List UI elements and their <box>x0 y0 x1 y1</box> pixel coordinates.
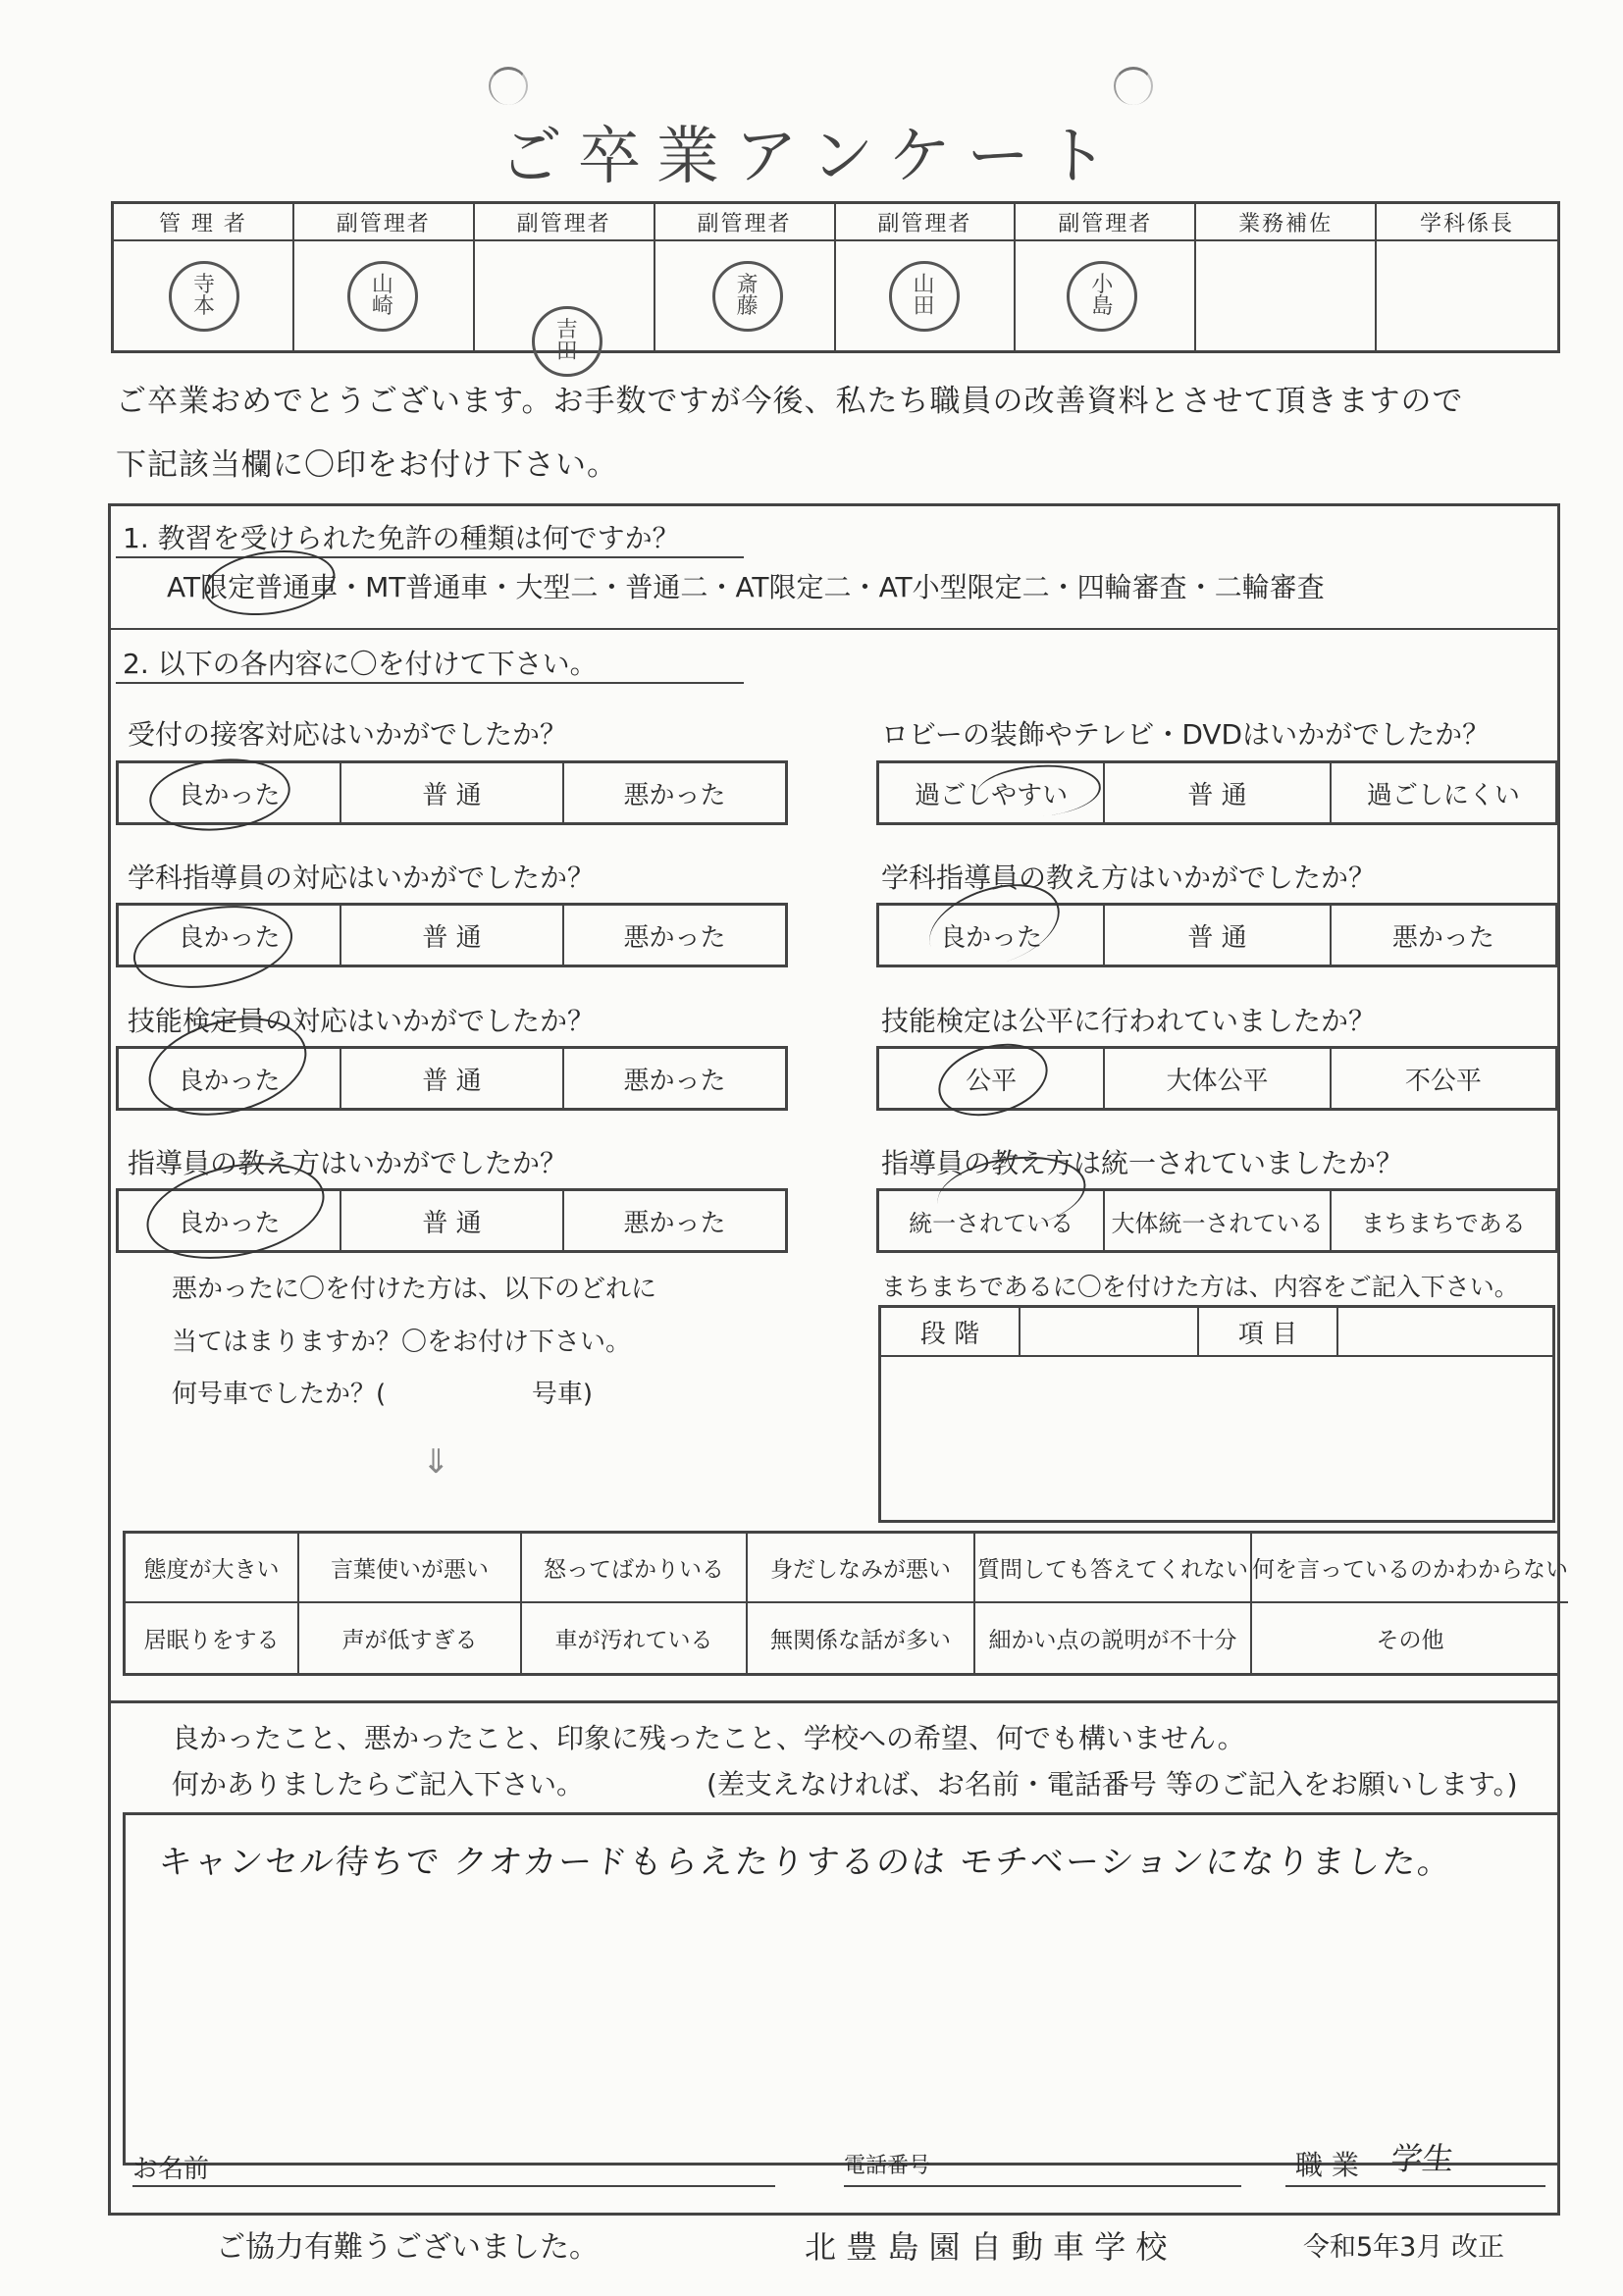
question-academic-response: 学科指導員の対応はいかがでしたか？ <box>128 861 596 894</box>
license-option[interactable]: 二輪審査 <box>1214 571 1325 603</box>
option-bad[interactable]: 悪かった <box>1391 922 1494 953</box>
approval-cell <box>836 241 1017 350</box>
stage-input[interactable] <box>1021 1308 1199 1355</box>
reason-option[interactable]: 居眠りをする <box>126 1603 299 1673</box>
section-1-heading: 1. 教習を受けられた免許の種類は何ですか？ <box>123 522 680 554</box>
stage-label: 段 階 <box>881 1308 1021 1355</box>
reason-option[interactable]: 言葉使いが悪い <box>299 1534 522 1601</box>
license-option[interactable]: 四輪審査 <box>1076 571 1187 603</box>
item-label: 項 目 <box>1199 1308 1338 1355</box>
varied-followup-label: まちまちであるに〇を付けた方は、内容をご記入下さい。 <box>881 1273 1519 1301</box>
seal-stamp: 斎 藤 <box>712 261 783 332</box>
reason-option[interactable]: 身だしなみが悪い <box>748 1534 975 1601</box>
seal-stamp: 小 島 <box>1067 261 1137 332</box>
binder-hole-right <box>1114 67 1153 105</box>
section-2-underline <box>116 682 744 684</box>
option-normal[interactable]: 普 通 <box>1105 906 1331 965</box>
option-unified[interactable]: 統一されている <box>879 1191 1105 1250</box>
question-instructor-teaching: 指導員の教え方はいかがでしたか？ <box>128 1147 568 1179</box>
reason-option[interactable]: 態度が大きい <box>126 1534 299 1601</box>
section-1-underline <box>116 556 744 558</box>
item-input[interactable] <box>1338 1308 1552 1355</box>
option-normal[interactable]: 普 通 <box>341 763 564 822</box>
intro-line-1: ご卒業おめでとうございます。お手数ですが今後、私たち職員の改善資料とさせて頂きますので <box>116 384 1464 419</box>
comments-instruction-2: 何かありましたらご記入下さい。 <box>172 1768 585 1800</box>
seal-stamp: 山 崎 <box>347 261 418 332</box>
reason-option[interactable]: 声が低すぎる <box>299 1603 522 1673</box>
license-option[interactable]: AT限定二 <box>735 571 852 603</box>
option-normal[interactable]: 普 通 <box>341 1191 564 1250</box>
option-comfortable[interactable]: 過ごしやすい <box>879 763 1105 822</box>
approval-header: 業務補佐 <box>1196 204 1377 241</box>
reason-option[interactable]: 質問しても答えてくれない <box>975 1534 1252 1601</box>
section-divider <box>108 628 1560 630</box>
option-bad[interactable]: 悪かった <box>623 922 726 953</box>
seal-stamp: 山 田 <box>889 261 960 332</box>
name-label: お名前 <box>132 2155 210 2184</box>
option-unfair[interactable]: 不公平 <box>1404 1066 1482 1096</box>
approval-cell <box>655 241 836 350</box>
approval-cell <box>1016 241 1196 350</box>
question-lobby: ロビーの装飾やテレビ・DVDはいかがでしたか？ <box>881 718 1491 751</box>
comments-instruction-1: 良かったこと、悪かったこと、印象に残ったこと、学校への希望、何でも構いません。 <box>172 1722 1245 1754</box>
option-varied[interactable]: まちまちである <box>1360 1209 1526 1237</box>
reason-option[interactable]: その他 <box>1376 1628 1444 1653</box>
car-number-field[interactable]: 何号車でしたか？( 号車) <box>172 1380 594 1409</box>
option-mostly-unified[interactable]: 大体統一されている <box>1105 1191 1331 1250</box>
option-uncomfortable[interactable]: 過ごしにくい <box>1366 780 1520 810</box>
intro-line-2: 下記該当欄に〇印をお付け下さい。 <box>116 447 618 483</box>
option-bad[interactable]: 悪かった <box>623 1066 726 1096</box>
varied-detail-box[interactable] <box>878 1305 1555 1523</box>
comments-note: (差支えなければ、お名前・電話番号 等のご記入をお願いします。) <box>707 1768 1518 1800</box>
approval-table <box>111 201 1560 364</box>
approval-header: 副管理者 <box>1016 204 1196 241</box>
option-normal[interactable]: 普 通 <box>341 1049 564 1108</box>
option-good[interactable]: 良かった <box>119 763 341 822</box>
approval-header: 副管理者 <box>836 204 1017 241</box>
reason-option[interactable]: 車が汚れている <box>522 1603 748 1673</box>
option-good[interactable]: 良かった <box>879 906 1105 965</box>
page-title: ご卒業アンケート <box>498 121 1125 193</box>
reasons-grid <box>123 1531 1568 1676</box>
phone-field[interactable] <box>844 2185 1241 2187</box>
school-name: 北 豊 島 園 自 動 車 学 校 <box>805 2228 1168 2266</box>
binder-hole-left <box>489 67 528 105</box>
option-mostly-fair[interactable]: 大体公平 <box>1105 1049 1331 1108</box>
option-good[interactable]: 良かった <box>119 906 341 965</box>
bad-followup-line-2: 当てはまりますか？〇をお付け下さい。 <box>172 1328 632 1357</box>
option-fair[interactable]: 公平 <box>879 1049 1105 1108</box>
question-instructor-unified: 指導員の教え方は統一されていましたか？ <box>881 1147 1404 1179</box>
name-field[interactable] <box>132 2185 775 2187</box>
approval-header: 学科係長 <box>1377 204 1557 241</box>
occupation-field[interactable] <box>1285 2185 1545 2187</box>
option-good[interactable]: 良かった <box>119 1049 341 1108</box>
occupation-label: 職 業 <box>1295 2149 1359 2181</box>
handwritten-comment: キャンセル待ちで クオカードもらえたりするのは モチベーションになりました。 <box>156 1843 1455 1882</box>
reason-option[interactable]: 細かい点の説明が不十分 <box>975 1603 1252 1673</box>
option-normal[interactable]: 普 通 <box>1105 763 1331 822</box>
question-reception: 受付の接客対応はいかがでしたか？ <box>128 718 568 751</box>
down-arrow-icon: ⇓ <box>422 1442 450 1482</box>
approval-cell <box>475 241 655 364</box>
option-bad[interactable]: 悪かった <box>623 780 726 810</box>
approval-cell <box>114 241 294 350</box>
approval-header: 副管理者 <box>294 204 475 241</box>
approval-cell <box>294 241 475 350</box>
bad-followup-line-1: 悪かったに〇を付けた方は、以下のどれに <box>172 1275 657 1304</box>
question-academic-teaching: 学科指導員の教え方はいかがでしたか？ <box>881 861 1377 894</box>
approval-cell <box>1377 241 1557 350</box>
license-option[interactable]: AT小型限定二 <box>878 571 1050 603</box>
question-exam-fairness: 技能検定は公平に行われていましたか？ <box>881 1005 1377 1037</box>
seal-stamp: 吉 田 <box>532 306 602 377</box>
license-option[interactable]: 大型二 <box>515 571 599 603</box>
reason-option[interactable]: 無関係な話が多い <box>748 1603 975 1673</box>
option-normal[interactable]: 普 通 <box>341 906 564 965</box>
reason-option[interactable]: 何を言っているのかわからない <box>1252 1557 1568 1583</box>
license-option[interactable]: MT普通車 <box>365 571 489 603</box>
option-good[interactable]: 良かった <box>119 1191 341 1250</box>
approval-header: 副管理者 <box>475 204 655 241</box>
license-option[interactable]: 普通二 <box>625 571 708 603</box>
option-bad[interactable]: 悪かった <box>623 1208 726 1238</box>
thanks-text: ご協力有難うございました。 <box>216 2230 599 2265</box>
reason-option[interactable]: 怒ってばかりいる <box>522 1534 748 1601</box>
seal-stamp: 寺 本 <box>169 261 239 332</box>
license-options: AT限定普通車 ・ MT普通車 ・ 大型二 ・ 普通二 ・ AT限定二 ・ AT小型限定二 ・ 四輪審査 ・ 二輪審査 <box>167 566 1325 605</box>
section-divider <box>108 1700 1560 1703</box>
occupation-value: 学生 <box>1388 2140 1457 2177</box>
approval-header: 管 理 者 <box>114 204 294 241</box>
approval-header: 副管理者 <box>655 204 836 241</box>
license-option[interactable]: AT限定普通車 <box>167 571 339 603</box>
question-examiner-response: 技能検定員の対応はいかがでしたか？ <box>128 1005 596 1037</box>
approval-cell <box>1196 241 1377 350</box>
section-2-heading: 2. 以下の各内容に〇を付けて下さい。 <box>123 648 598 680</box>
revision-date: 令和5年3月 改正 <box>1303 2232 1504 2263</box>
phone-label: 電話番号 <box>844 2154 931 2178</box>
varied-detail-header <box>881 1308 1552 1357</box>
